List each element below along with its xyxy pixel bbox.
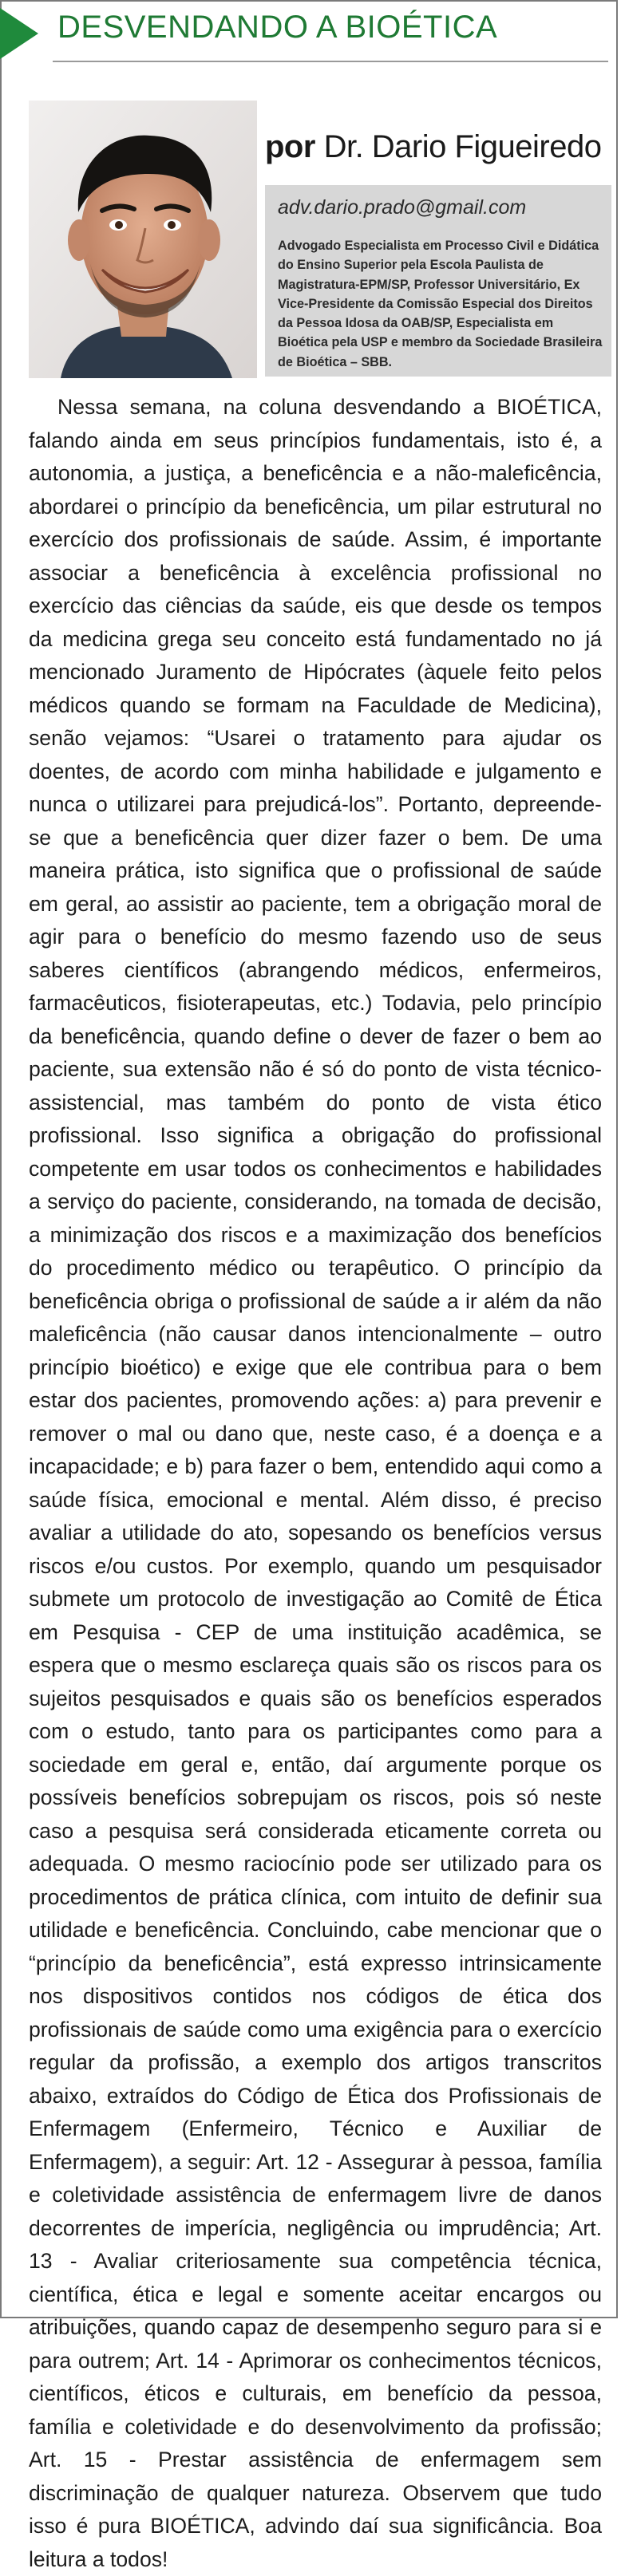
author-photo [29,101,257,378]
play-triangle-icon [0,8,38,59]
article-body: Nessa semana, na coluna desvendando a BIOÉTICA, falando ainda em seus princípios fundamentais, isto é, a autonomia, a justiça, a beneficência e a não-maleficência, abordarei o princípio da beneficência, um pilar estrutural no exercício dos profissionais de saúde. Assim, é importante associar a beneficência à excelência profissional no exercício das ciências da saúde, eis que desde os tempos da medicina grega seu conceito está fundamentado no já mencionado Juramento de Hipócrates (àquele feito pelos médicos quando se formam na Faculdade de Medicina), senão vejamos: “Usarei o tratamento para ajudar os doentes, de acordo com minha habilidade e julgamento e nunca o utilizarei para prejudicá-los”. Portanto, depreende-se que a beneficência quer dizer fazer o bem. De uma maneira prática, isto significa que o profissional de saúde em geral, ao assistir ao paciente, tem a obrigação moral de agir para o benefício do mesmo fazendo uso de seus saberes científicos (abrangendo médicos, enfermeiros, farmacêuticos, fisioterapeutas, etc.) Todavia, pelo princípio da beneficência, quando define o dever de fazer o bem ao paciente, sua extensão não é só do ponto de vista técnico-assistencial, mas também do ponto de vista ético profissional. Isso significa a obrigação do profissional competente em usar todos os conhecimentos e habilidades a serviço do paciente, considerando, na tomada de decisão, a minimização dos riscos e a maximização dos benefícios do procedimento médico ou terapêutico. O princípio da beneficência obriga o profissional de saúde a ir além da não maleficência (não causar danos intencionalmente – outro princípio bioético) e exige que ele contribua para o bem estar dos pacientes, promovendo ações: a) para prevenir e remover o mal ou dano que, neste caso, é a doença e a incapacidade; e b) para fazer o bem, entendido aqui como a saúde física, emocional e mental. Além disso, é preciso avaliar a utilidade do ato, sopesando os benefícios versus riscos e/ou custos. Por exemplo, quando um pesquisador submete um protocolo de investigação ao Comitê de Ética em Pesquisa - CEP de uma instituição acadêmica, se espera que o mesmo esclareça quais são os riscos para os sujeitos pesquisados e quais são os benefícios esperados com o estudo, tanto para os participantes como para a sociedade em geral e, então, daí argumente porque os possíveis benefícios sobrepujam os riscos, pois só neste caso a pesquisa será considerada eticamente correta ou adequada. O mesmo raciocínio pode ser utilizado para os procedimentos de prática clínica, com intuito de definir sua utilidade e beneficência. Concluindo, cabe mencionar que o “princípio da beneficência”, está expresso intrinsicamente nos dispositivos contidos nos códigos de ética dos profissionais de saúde como uma exigência para o exercício regular da profissão, a exemplo dos artigos transcritos abaixo, extraídos do Código de Ética dos Profissionais de Enfermagem (Enfermeiro, Técnico e Auxiliar de Enfermagem), a seguir: Art. 12 - Assegurar à pessoa, família e coletividade assistência de enfermagem livre de danos decorrentes de imperícia, negligência ou imprudência; Art. 13 - Avaliar criteriosamente sua competência técnica, científica, ética e legal e somente aceitar encargos ou atribuições, quando capaz de desempenho seguro para si e para outrem; Art. 14 - Aprimorar os conhecimentos técnicos, científicos, éticos e culturais, em benefício da pessoa, família e coletividade e do desenvolvimento da profissão; Art. 15 - Prestar assistência de enfermagem sem discriminação de qualquer natureza. Observem que tudo isso é pura BIOÉTICA, advindo daí sua significância. Boa leitura a todos! [29,395,602,2571]
author-byline [265,129,602,165]
byline-prefix: por [265,129,315,164]
author-portrait-image [29,101,257,378]
author-bio-box [265,185,611,377]
author-name: Dr. Dario Figueiredo [323,129,602,164]
column-title: DESVENDANDO A BIOÉTICA [57,10,498,45]
header-divider [53,61,608,62]
author-email[interactable]: adv.dario.prado@gmail.com [278,196,527,219]
author-bio: Advogado Especialista em Processo Civil e Didática do Ensino Superior pela Escola Paulista de Magistratura-EPM/SP, Professor Universitário, Ex Vice-Presidente da Comissão Especial dos Direitos da Pessoa Idosa da OAB/SP, Especialista em Bioética pela USP e membro da Sociedade Brasileira de Bioética – SBB. [278,239,603,369]
column-header [0,0,618,57]
